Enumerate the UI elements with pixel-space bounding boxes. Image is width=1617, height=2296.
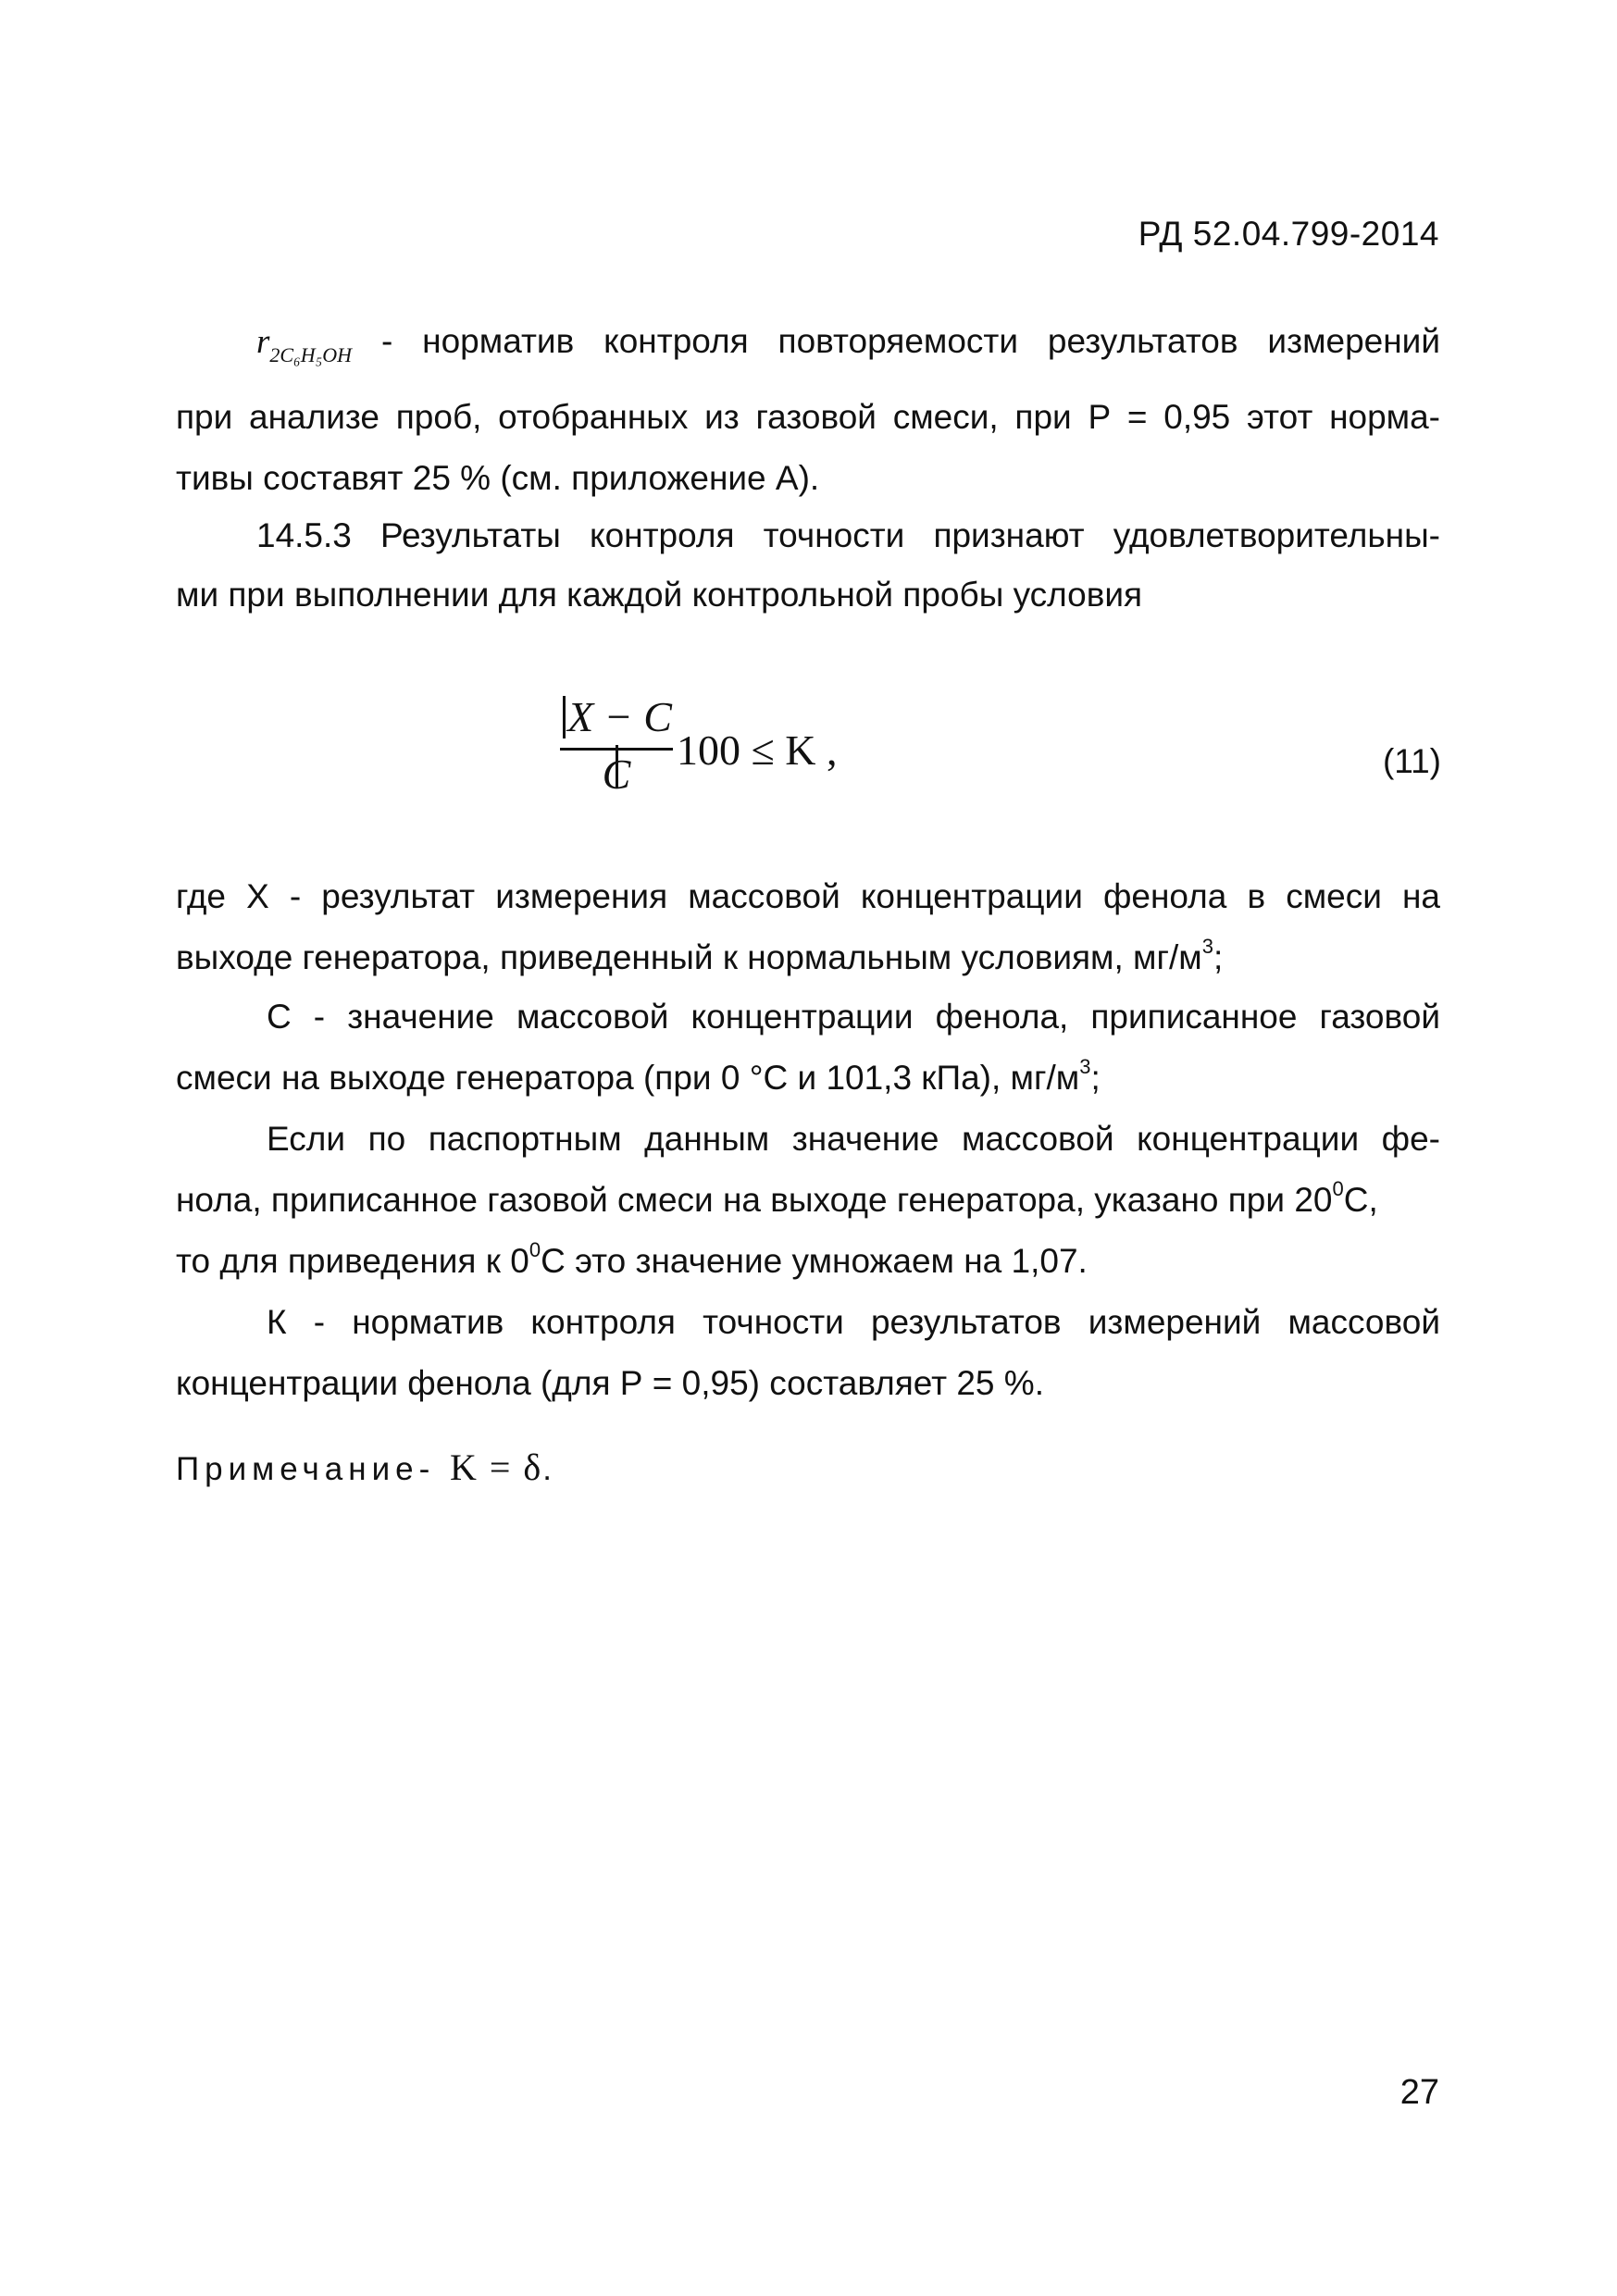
repeatability-definition-line-3: тивы составят 25 % (см. приложение А). (176, 459, 820, 497)
repeatability-definition-line-2: при анализе проб, отобранных из газовой смеси, при Р = 0,95 этот норма- (176, 398, 1440, 436)
definition-x-line-1: где Х - результат измерения массовой концентрации фенола в смеси на (176, 877, 1440, 915)
passport-note-line-2: нола, приписанное газовой смеси на выходе генератора, указано при $20^0С$, (176, 1176, 1378, 1219)
clause-14-5-3-line-2: ми при выполнении для каждой контрольной пробы условия (176, 576, 1143, 614)
formula-inequality: 100 ≤ K , (677, 726, 838, 774)
k-definition-line-1: К - норматив контроля точности результатов измерений массовой (267, 1303, 1440, 1341)
repeatability-symbol: $r_{2C_6H_5OH}$ (256, 323, 353, 366)
equation-number: (11) (1382, 742, 1441, 780)
definition-c-line-2: смеси на выходе генератора (при 0 °С и 101,3 кПа), $мг/м^3$; (176, 1054, 1101, 1097)
page-number: 27 (1399, 2073, 1439, 2112)
formula-denominator: C (602, 751, 631, 798)
definition-c-line-1: С - значение массовой концентрации фенола, приписанное газовой (267, 998, 1440, 1036)
passport-note-line-1: Если по паспортным данным значение массовой концентрации фе- (267, 1120, 1440, 1158)
definition-x-line-2: выходе генератора, приведенный к нормальным условиям, $мг/м^3$; (176, 934, 1224, 976)
repeatability-definition-line-1: $r_{2C_6H_5OH}$ - норматив контроля повторяемости результатов измерений (256, 322, 1441, 366)
k-definition-line-2: концентрации фенола (для Р = 0,95) составляет 25 %. (176, 1364, 1044, 1402)
formula-11 (560, 692, 930, 813)
formula-numerator: X − C (560, 692, 673, 790)
document-code: РД 52.04.799-2014 (1138, 215, 1439, 253)
clause-14-5-3-line-1: 14.5.3 Результаты контроля точности признают удовлетворительны- (256, 516, 1440, 554)
note-label: Примечание- (176, 1451, 436, 1487)
note: Примечание- K = δ. (176, 1446, 558, 1488)
note-formula: K = δ (449, 1446, 543, 1488)
passport-note-line-3: то для приведения к $0^0С$ это значение умножаем на 1,07. (176, 1237, 1088, 1280)
